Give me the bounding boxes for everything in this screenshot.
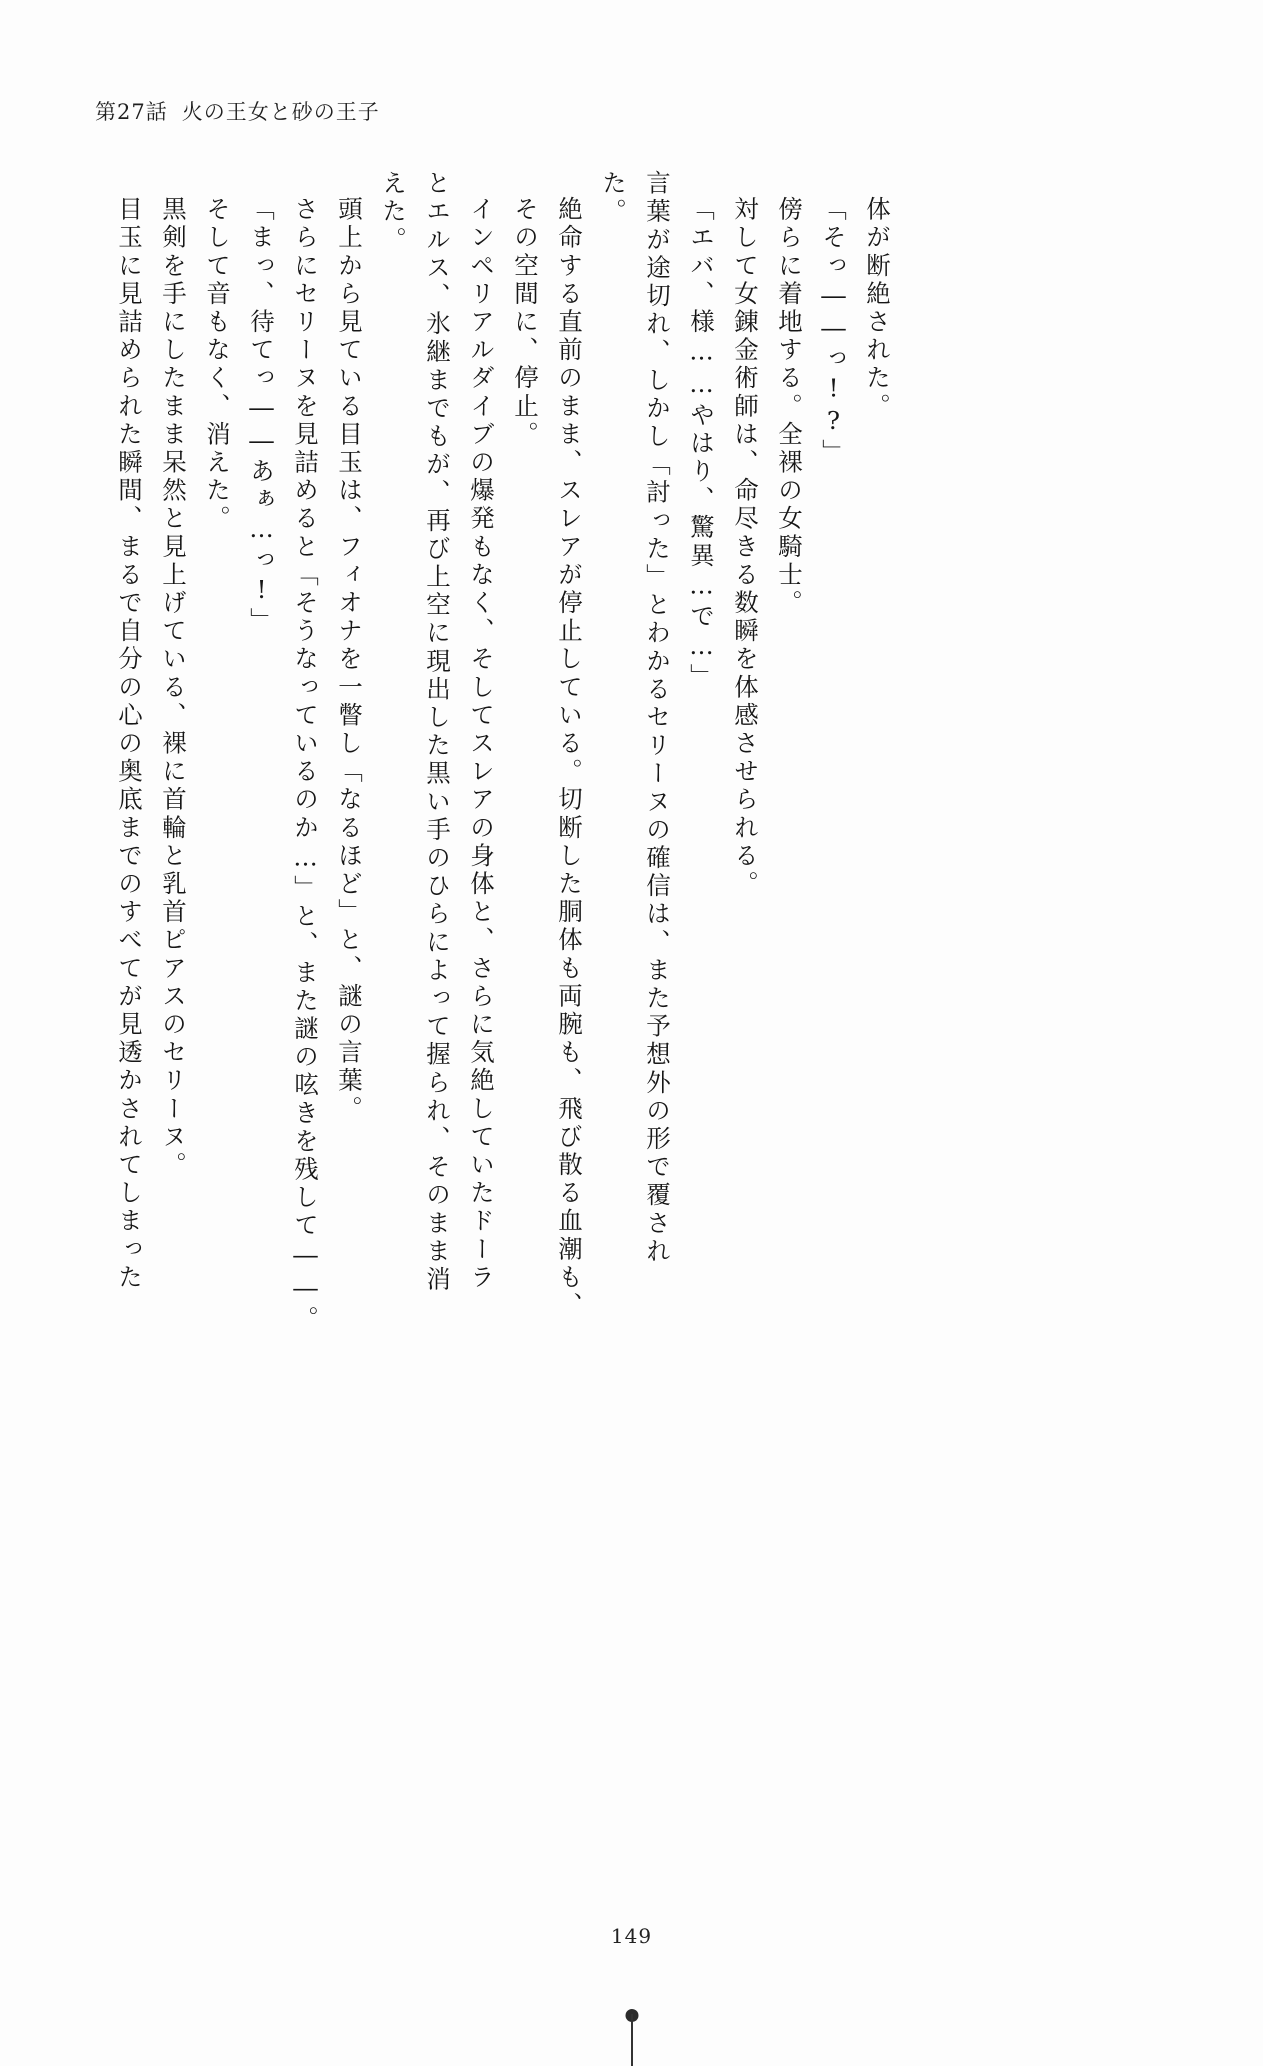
text-line: 絶命する直前のまま、スレアが停止している。切断した胴体も両腕も、飛び散る血潮も、 — [555, 196, 584, 1320]
text-line: 黒剣を手にしたまま呆然と見上げている、裸に首輪と乳首ピアスのセリーヌ。 — [159, 196, 188, 1180]
text-line: 体が断絶された。 — [863, 196, 892, 421]
text-line: た。 — [599, 170, 628, 227]
spine-line-mark — [631, 2014, 633, 2066]
text-line: 「そっ――っ!?」 — [819, 196, 848, 467]
running-header — [95, 96, 380, 126]
text-line: その空間に、停止。 — [511, 196, 540, 449]
body-text — [97, 170, 1167, 1410]
text-line: 「エバ、様……やはり、驚異…で…」 — [687, 196, 716, 692]
text-line: そして音もなく、消えた。 — [203, 196, 232, 534]
text-line: さらにセリーヌを見詰めると「そうなっているのか…」と、また謎の呟きを残して――。 — [291, 196, 320, 1334]
chapter-title: 火の王女と砂の王子 — [181, 100, 380, 124]
text-line: 目玉に見詰められた瞬間、まるで自分の心の奥底までのすべてが見透かされてしまった — [115, 196, 144, 1292]
text-line: 頭上から見ている目玉は、フィオナを一瞥し「なるほど」と、謎の言葉。 — [335, 196, 364, 1124]
text-line: とエルス、氷継までもが、再び上空に現出した黒い手のひらによって握られ、そのまま消 — [423, 170, 452, 1294]
text-line: インペリアルダイブの爆発もなく、そしてスレアの身体と、さらに気絶していたドーラ — [467, 196, 496, 1292]
text-line: 対して女錬金術師は、命尽きる数瞬を体感させられる。 — [731, 196, 760, 899]
chapter-number: 第27話 — [95, 100, 168, 124]
text-line: 言葉が途切れ、しかし「討った」とわかるセリーヌの確信は、また予想外の形で覆され — [643, 170, 672, 1266]
text-line: えた。 — [379, 170, 408, 255]
text-line: 傍らに着地する。全裸の女騎士。 — [775, 196, 804, 618]
page-number: 149 — [610, 1924, 653, 1948]
text-line: 「まっ、待てっ――あぁ…っ!」 — [247, 196, 276, 636]
